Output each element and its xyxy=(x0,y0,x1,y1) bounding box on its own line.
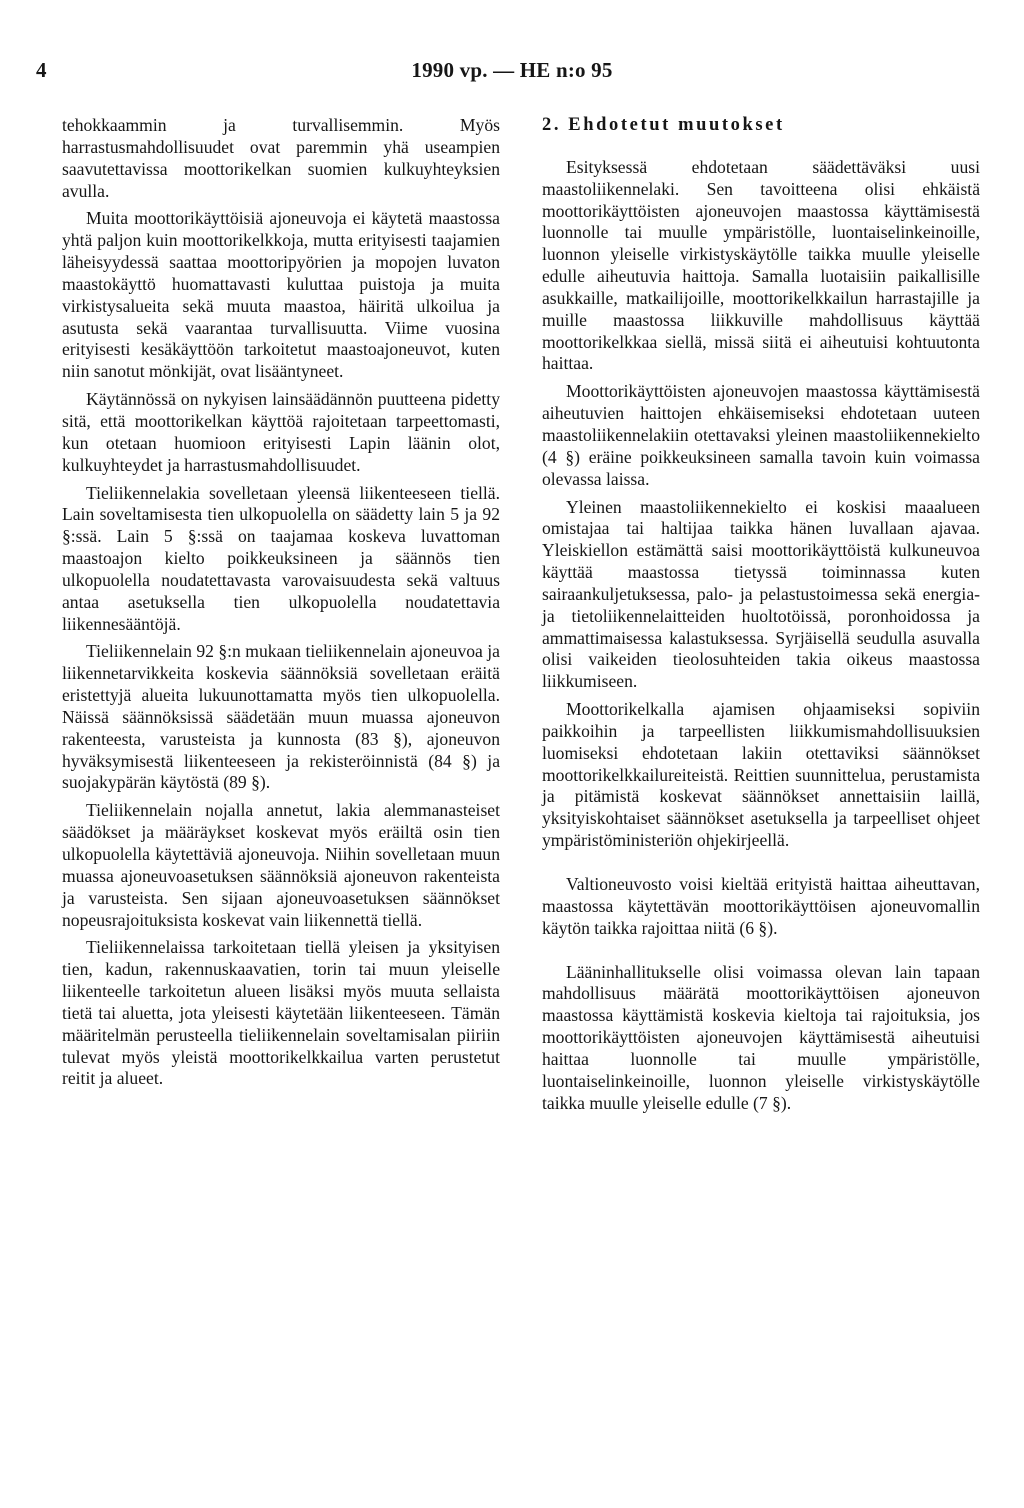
page-number: 4 xyxy=(36,58,47,82)
left-column xyxy=(62,115,500,1096)
right-column xyxy=(542,115,980,1120)
paragraph: Tieliikennelaissa tarkoitetaan tiellä yleisen ja yksityisen tien, kadun, rakennuskaavatien, torin tai muun yleiselle liikenteelle tarkoitetun alueen lisäksi myös muuta sellaista tietä tai aluetta, jota yleisesti käytetään liikenteeseen. Tämän määritelmän perusteella tieliikennelain soveltamisalan piiriin tulevat myös yleistä moottorikelkkailua varten perustetut reitit ja alueet. xyxy=(62,937,500,1089)
paragraph: Muita moottorikäyttöisiä ajoneuvoja ei käytetä maastossa yhtä paljon kuin moottorikelkkoja, mutta erityisesti taajamien läheisyydessä saattaa moottoripyörien ja mopojen luvaton maastokäyttö huomattavasti kuluttaa puistoja ja muita virkistysalueita sekä muuta maastoa, häiritä ulkoilua ja asutusta sekä vaarantaa turvallisuutta. Viime vuosina erityisesti kesäkäyttöön tarkoitetut maastoajoneuvot, kuten niin sanotut mönkijät, ovat lisääntyneet. xyxy=(62,208,500,382)
section-heading: 2. Ehdotetut muutokset xyxy=(542,115,785,135)
paragraph: Moottorikäyttöisten ajoneuvojen maastossa käyttämisestä aiheutuvien haittojen ehkäisemiseksi ehdotetaan uuteen maastoliikennelakiin otettavaksi yleinen maastoliikennekielto (4 §) eräine poikkeuksineen samalla tavoin kuin voimassa olevassa laissa. xyxy=(542,381,980,489)
paragraph: Lääninhallitukselle olisi voimassa olevan lain tapaan mahdollisuus määrätä moottorikäyttöisen ajoneuvon maastossa käyttämistä koskevia kieltoja tai rajoituksia, jos moottorikäyttöisten ajoneuvojen käyttämisestä aiheutuisi haittaa luonnolle tai muulle ympäristölle, luontaiselinkeinoille, luonnon yleiselle virkistyskäytölle taikka muulle yleiselle edulle (7 §). xyxy=(542,961,980,1113)
paragraph: Tieliikennelakia sovelletaan yleensä liikenteeseen tiellä. Lain soveltamisesta tien ulkopuolella on säädetty lain 5 ja 92 §:ssä. Lain 5 §:ssä on taajamaa koskeva luvattoman maastoajon kielto poikkeuksineen ja säännös tien ulkopuolella noudatettavasta varovaisuudesta sekä valtuus antaa asetuksella tien ulkopuolella noudatettavia liikennesääntöjä. xyxy=(62,482,500,634)
paragraph: Käytännössä on nykyisen lainsäädännön puutteena pidetty sitä, että moottorikelkan käyttöä rajoitetaan tarpeettomasti, kun otetaan huomioon erityisesti Lapin läänin olot, kulkuyhteydet ja harrastusmahdollisuudet. xyxy=(62,389,500,475)
paragraph: tehokkaammin ja turvallisemmin. Myös harrastusmahdollisuudet ovat paremmin yhä useampien saavutettavissa moottorikelkan suomien kulkuyhteyksien avulla. xyxy=(62,115,500,201)
running-header xyxy=(0,58,1024,84)
document-title: 1990 vp. — HE n:o 95 xyxy=(411,58,613,82)
paragraph: Esityksessä ehdotetaan säädettäväksi uusi maastoliikennelaki. Sen tavoitteena olisi ehkäistä moottorikäyttöisten ajoneuvojen maastossa käyttämisestä luonnolle tai muulle ympäristölle, luontaiselinkeinoille, luonnon yleiselle virkistyskäytölle taikka muulle yleiselle edulle aiheutuvia haittoja. Samalla luotaisiin paikallisille asukkaille, matkailijoille, moottorikelkkailun harrastajille ja muille maastossa liikkuville mahdollisuus käyttää moottorikelkkaa siellä, missä siitä ei aiheutuisi kohtuutonta haittaa. xyxy=(542,156,980,374)
paragraph: Tieliikennelain nojalla annetut, lakia alemmanasteiset säädökset ja määräykset koskevat myös eräiltä osin tien ulkopuolella käytettäviä ajoneuvoja. Niihin sovelletaan muun muassa ajoneuvoasetuksen säännöksiä ajoneuvon rakenteista ja varusteista. Sen sijaan ajoneuvoasetuksen säännökset nopeusrajoituksista koskevat vain liikennettä tiellä. xyxy=(62,800,500,930)
paragraph: Yleinen maastoliikennekielto ei koskisi maaalueen omistajaa tai haltijaa taikka hänen luvallaan ajavaa. Yleiskiellon estämättä saisi moottorikäyttöistä kulkuneuvoa käyttää maastossa tietyssä toiminnassa kuten sairaankuljetuksessa, palo- ja pelastustoimessa sekä energia- ja tietoliikennelaitteiden huoltotöissä, poronhoidossa ja ammattimaisessa kalastuksessa. Syrjäisellä seudulla asuvalla olisi vaikeiden tieolosuhteiden takia oikeus maastossa liikkumiseen. xyxy=(542,496,980,692)
paragraph: Moottorikelkalla ajamisen ohjaamiseksi sopiviin paikkoihin ja tarpeellisten liikkumismahdollisuuksien luomiseksi ehdotetaan lakiin otettaviksi säännökset moottorikelkkailureiteistä. Reittien suunnittelua, perustamista ja pitämistä koskevat säännökset annettaisiin laillä, yksityiskohtaiset säännökset asetuksella ja tarpeelliset ohjeet ympäristöministeriön ohjekirjeellä. xyxy=(542,699,980,851)
paragraph: Valtioneuvosto voisi kieltää erityistä haittaa aiheuttavan, maastossa käytettävän moottorikäyttöisen ajoneuvomallin käytön taikka rajoittaa niitä (6 §). xyxy=(542,874,980,938)
paragraph: Tieliikennelain 92 §:n mukaan tieliikennelain ajoneuvoa ja liikennetarvikkeita koskevia säännöksiä sovelletaan eräitä eristettyjä alueita lukuunottamatta myös tien ulkopuolella. Näissä säännöksissä säädetään muun muassa ajoneuvon rakenteesta, varusteista ja kunnosta (83 §), ajoneuvon hyväksymisestä liikenteeseen ja rekisteröinnistä (84 §) ja suojakypärän käytöstä (89 §). xyxy=(62,641,500,793)
